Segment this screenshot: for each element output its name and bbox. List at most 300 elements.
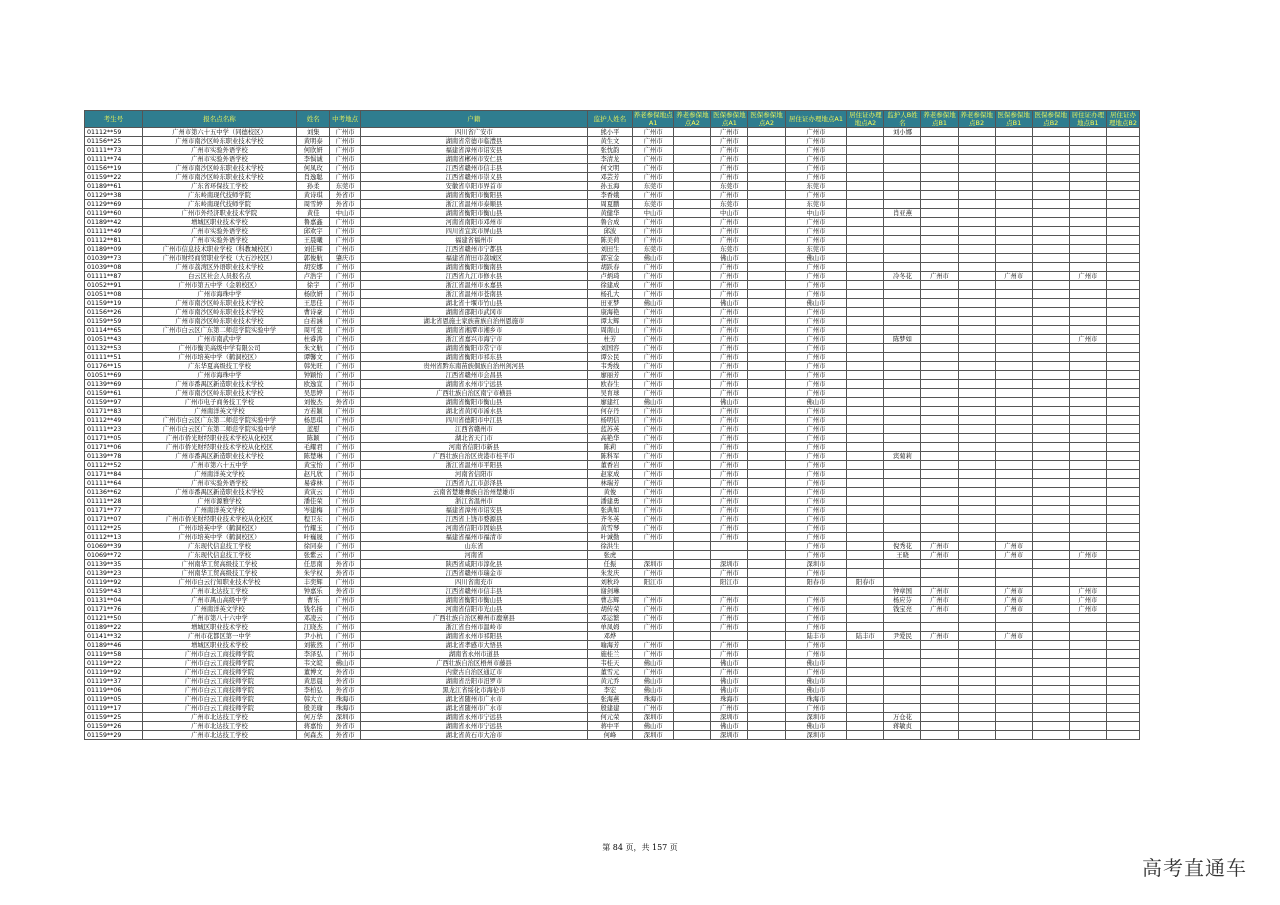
table-cell <box>921 173 958 182</box>
table-cell: 广州市 <box>330 578 361 587</box>
table-cell: 鲁合成 <box>587 218 632 227</box>
table-cell: 广州市 <box>785 236 847 245</box>
table-cell: 广州市 <box>711 614 748 623</box>
table-cell <box>884 155 921 164</box>
table-cell <box>995 686 1032 695</box>
table-cell <box>674 407 711 416</box>
table-cell: 广州市北达技工学校 <box>142 722 297 731</box>
table-cell <box>884 398 921 407</box>
table-cell: 广州市白云工商技师学院 <box>142 650 297 659</box>
table-cell <box>748 650 785 659</box>
table-cell: 广州市 <box>711 380 748 389</box>
table-cell: 广州市 <box>633 650 674 659</box>
table-cell: 广州市 <box>711 326 748 335</box>
table-cell: 浙江省温州市平阳县 <box>361 461 588 470</box>
table-cell: 广州市 <box>711 506 748 515</box>
table-cell: 01112**13 <box>85 533 143 542</box>
table-cell <box>1032 155 1069 164</box>
table-cell: 外省市 <box>330 731 361 740</box>
table-cell: 叶诚勤 <box>587 533 632 542</box>
table-cell: 广州市 <box>633 290 674 299</box>
table-row <box>85 434 1140 443</box>
table-cell: 张虎 <box>587 551 632 560</box>
table-cell: 湖南省衡阳市衡山县 <box>361 398 588 407</box>
table-cell <box>995 506 1032 515</box>
table-cell: 广州市 <box>711 704 748 713</box>
table-cell: 广州市 <box>633 191 674 200</box>
table-cell <box>1106 470 1139 479</box>
table-cell: 广州市 <box>330 236 361 245</box>
table-cell <box>995 452 1032 461</box>
table-cell: 蒋敏贞 <box>884 722 921 731</box>
table-row <box>85 398 1140 407</box>
table-cell <box>995 245 1032 254</box>
table-cell: 01129**69 <box>85 200 143 209</box>
table-cell: 广州市禺山高级中学 <box>142 596 297 605</box>
table-cell <box>958 254 995 263</box>
table-row <box>85 569 1140 578</box>
table-cell <box>847 290 884 299</box>
table-cell: 广州市 <box>711 443 748 452</box>
table-cell <box>847 488 884 497</box>
table-cell <box>958 713 995 722</box>
table-row <box>85 731 1140 740</box>
table-cell: 齐冬英 <box>587 515 632 524</box>
table-cell <box>1106 497 1139 506</box>
table-cell: 01139**23 <box>85 569 143 578</box>
column-header: 居住证办理地点B2 <box>1106 111 1139 128</box>
table-cell <box>1106 686 1139 695</box>
table-cell: 广东岭南现代技师学院 <box>142 191 297 200</box>
table-cell <box>748 182 785 191</box>
table-cell <box>995 317 1032 326</box>
table-cell <box>958 137 995 146</box>
table-cell: 湖北省随州市广水市 <box>361 704 588 713</box>
table-cell <box>674 632 711 641</box>
table-cell: 广州市 <box>633 164 674 173</box>
table-cell <box>674 326 711 335</box>
table-cell <box>1106 164 1139 173</box>
table-cell: 01112**49 <box>85 416 143 425</box>
table-cell <box>921 497 958 506</box>
table-cell: 孙柔 <box>297 182 330 191</box>
table-cell: 广州市 <box>711 434 748 443</box>
table-cell <box>1069 200 1106 209</box>
table-cell: 广州市 <box>1069 335 1106 344</box>
table-cell: 01171**77 <box>85 506 143 515</box>
table-cell <box>1106 596 1139 605</box>
table-cell: 外省市 <box>330 200 361 209</box>
table-cell <box>921 425 958 434</box>
table-cell <box>958 569 995 578</box>
table-cell <box>958 371 995 380</box>
table-cell <box>847 479 884 488</box>
table-cell <box>674 641 711 650</box>
table-cell: 广州市 <box>785 533 847 542</box>
table-cell: 佛山市 <box>785 722 847 731</box>
table-cell <box>921 326 958 335</box>
table-row <box>85 596 1140 605</box>
table-cell <box>1069 128 1106 137</box>
table-cell <box>1069 713 1106 722</box>
table-cell <box>884 137 921 146</box>
table-cell: 广州市 <box>633 614 674 623</box>
table-cell: 广州市 <box>785 704 847 713</box>
table-cell: 广州市 <box>633 344 674 353</box>
table-cell: 浙江省温州市苍南县 <box>361 290 588 299</box>
table-cell <box>921 533 958 542</box>
table-cell: 广州市 <box>785 614 847 623</box>
table-cell <box>1069 308 1106 317</box>
table-cell: 广州市南沙区岭东职业技术学校 <box>142 137 297 146</box>
table-cell <box>884 407 921 416</box>
table-cell <box>748 515 785 524</box>
table-cell: 周夏鹏 <box>587 200 632 209</box>
table-cell: 东莞市 <box>633 182 674 191</box>
table-cell <box>1032 668 1069 677</box>
table-cell <box>995 614 1032 623</box>
table-cell <box>748 677 785 686</box>
table-cell: 董博文 <box>297 668 330 677</box>
table-cell <box>674 200 711 209</box>
table-cell: 广州市白云工商技师学院 <box>142 668 297 677</box>
table-cell: 李柏弘 <box>297 686 330 695</box>
table-cell <box>633 632 674 641</box>
table-cell <box>847 281 884 290</box>
table-cell <box>847 227 884 236</box>
table-cell: 四川省广安市 <box>361 128 588 137</box>
table-cell: 广州市南沙区岭东职业技术学校 <box>142 173 297 182</box>
table-cell: 广西壮族自治区贵港市桂平市 <box>361 452 588 461</box>
table-cell: 广州市 <box>785 515 847 524</box>
table-cell: 广州市 <box>330 335 361 344</box>
table-cell: 广州市 <box>995 596 1032 605</box>
table-cell: 广州市 <box>633 425 674 434</box>
watermark-text: 高考直通车 <box>1142 856 1247 880</box>
table-cell: 佛山市 <box>785 659 847 668</box>
table-cell <box>1106 551 1139 560</box>
table-cell <box>674 479 711 488</box>
table-cell: 广州市实验外语学校 <box>142 236 297 245</box>
table-cell: 毛耀君 <box>297 443 330 452</box>
table-cell: 广州市白云区广东第二师范学院实验中学 <box>142 326 297 335</box>
table-cell <box>748 389 785 398</box>
table-cell: 珠海市 <box>711 695 748 704</box>
table-cell: 01111**49 <box>85 227 143 236</box>
table-cell <box>884 479 921 488</box>
table-cell: 广州市 <box>330 497 361 506</box>
table-cell <box>884 569 921 578</box>
table-cell <box>1106 281 1139 290</box>
table-cell: 四川省南充市 <box>361 578 588 587</box>
table-cell <box>995 281 1032 290</box>
table-cell: 尹爱民 <box>884 632 921 641</box>
table-cell <box>1069 497 1106 506</box>
table-cell: 广西壮族自治区柳州市鹿寨县 <box>361 614 588 623</box>
table-cell: 广州市 <box>711 281 748 290</box>
table-cell <box>847 515 884 524</box>
table-cell <box>995 578 1032 587</box>
table-cell: 广州市 <box>330 281 361 290</box>
table-cell <box>958 659 995 668</box>
table-cell: 01131**04 <box>85 596 143 605</box>
table-cell <box>958 542 995 551</box>
table-cell: 01129**38 <box>85 191 143 200</box>
table-cell: 广州市源雅学校 <box>142 497 297 506</box>
table-cell: 广州市海珠中学 <box>142 290 297 299</box>
table-cell: 广州市 <box>633 236 674 245</box>
table-cell <box>1069 569 1106 578</box>
table-cell <box>1069 137 1106 146</box>
table-cell <box>1106 416 1139 425</box>
table-row <box>85 722 1140 731</box>
table-cell: 董雪元 <box>587 668 632 677</box>
table-cell: 广西壮族自治区梧州市藤县 <box>361 659 588 668</box>
table-cell: 广州市 <box>711 308 748 317</box>
table-cell <box>921 704 958 713</box>
table-cell <box>748 344 785 353</box>
table-cell <box>1106 299 1139 308</box>
table-cell <box>1106 452 1139 461</box>
table-cell <box>884 389 921 398</box>
table-cell: 深圳市 <box>785 713 847 722</box>
table-cell: 河南省信阳市 <box>361 470 588 479</box>
table-cell: 李泽弘 <box>297 650 330 659</box>
table-cell <box>958 560 995 569</box>
table-cell <box>921 281 958 290</box>
table-cell: 广州市侨光财经职业技术学校从化校区 <box>142 515 297 524</box>
table-cell: 广州市北达技工学校 <box>142 587 297 596</box>
table-cell: 广州市 <box>785 146 847 155</box>
table-cell: 01159**25 <box>85 713 143 722</box>
table-cell <box>958 362 995 371</box>
table-cell <box>921 191 958 200</box>
table-cell: 湖南省邵阳市武冈市 <box>361 308 588 317</box>
table-cell: 外省市 <box>330 587 361 596</box>
table-cell: 孙玉海 <box>587 182 632 191</box>
table-cell <box>748 263 785 272</box>
table-cell <box>884 677 921 686</box>
table-row <box>85 470 1140 479</box>
table-cell: 珠海市 <box>330 704 361 713</box>
table-cell <box>748 551 785 560</box>
table-row <box>85 281 1140 290</box>
table-cell: 湖南省衡阳市祁东县 <box>361 353 588 362</box>
table-cell: 东莞市 <box>785 245 847 254</box>
table-cell: 01156**26 <box>85 308 143 317</box>
table-cell: 广州市 <box>330 506 361 515</box>
table-cell <box>748 632 785 641</box>
table-cell <box>1032 128 1069 137</box>
table-cell: 肇庆市 <box>330 254 361 263</box>
table-cell <box>958 578 995 587</box>
table-cell <box>921 524 958 533</box>
table-row <box>85 425 1140 434</box>
table-cell <box>748 542 785 551</box>
table-cell: 江西省赣州市崇义县 <box>361 173 588 182</box>
table-cell: 郭俊航 <box>297 254 330 263</box>
table-cell <box>995 515 1032 524</box>
table-cell: 01156**25 <box>85 137 143 146</box>
table-cell <box>674 695 711 704</box>
table-cell: 刘小娜 <box>884 128 921 137</box>
table-cell <box>921 200 958 209</box>
table-cell: 01039**08 <box>85 263 143 272</box>
table-cell <box>748 227 785 236</box>
table-cell: 广州市 <box>633 443 674 452</box>
table-cell: 珠海市 <box>785 695 847 704</box>
table-cell <box>748 641 785 650</box>
table-cell <box>884 371 921 380</box>
table-cell <box>1069 245 1106 254</box>
column-header: 监护人姓名 <box>587 111 632 128</box>
table-cell: 广州市 <box>785 362 847 371</box>
table-cell <box>995 470 1032 479</box>
table-cell <box>1032 353 1069 362</box>
table-cell <box>1032 515 1069 524</box>
table-cell <box>995 704 1032 713</box>
table-cell: 01121**50 <box>85 614 143 623</box>
table-cell <box>1106 254 1139 263</box>
table-cell <box>1106 659 1139 668</box>
table-cell: 佛山市 <box>633 299 674 308</box>
table-cell: 外省市 <box>330 569 361 578</box>
table-cell <box>748 452 785 461</box>
table-cell <box>884 533 921 542</box>
table-cell <box>958 668 995 677</box>
table-cell: 广州市 <box>785 191 847 200</box>
table-cell <box>921 722 958 731</box>
table-cell <box>847 452 884 461</box>
table-cell: 黄寅云 <box>297 488 330 497</box>
table-cell <box>921 506 958 515</box>
table-cell <box>1032 263 1069 272</box>
table-cell <box>847 686 884 695</box>
table-cell <box>995 191 1032 200</box>
table-cell <box>674 164 711 173</box>
table-cell: 广州市 <box>785 461 847 470</box>
table-cell <box>1106 308 1139 317</box>
table-cell: 丰奕辉 <box>297 578 330 587</box>
table-row <box>85 227 1140 236</box>
table-cell: 广州市番禺区新造职业技术学校 <box>142 452 297 461</box>
table-cell: 谢剑琳 <box>587 587 632 596</box>
table-cell <box>748 506 785 515</box>
table-cell: 广州市南武中学 <box>142 335 297 344</box>
table-cell <box>884 524 921 533</box>
table-row <box>85 155 1140 164</box>
table-cell: 广州市 <box>633 497 674 506</box>
table-cell: 佛山市 <box>711 677 748 686</box>
table-cell <box>1069 164 1106 173</box>
table-cell <box>958 524 995 533</box>
table-cell <box>674 137 711 146</box>
table-cell <box>884 650 921 659</box>
table-cell <box>1069 533 1106 542</box>
table-cell <box>847 254 884 263</box>
table-cell <box>847 425 884 434</box>
table-cell <box>674 209 711 218</box>
table-cell: 钟嘉乐 <box>297 587 330 596</box>
table-cell <box>995 533 1032 542</box>
table-cell: 广州市 <box>785 488 847 497</box>
table-cell <box>1106 263 1139 272</box>
table-cell <box>847 128 884 137</box>
table-cell <box>1032 497 1069 506</box>
table-cell <box>958 191 995 200</box>
table-cell: 广州市 <box>330 641 361 650</box>
table-cell <box>1032 236 1069 245</box>
table-cell: 01189**42 <box>85 218 143 227</box>
table-cell <box>1032 650 1069 659</box>
table-cell <box>921 137 958 146</box>
table-cell: 增城区职业技术学校 <box>142 641 297 650</box>
table-cell <box>1106 227 1139 236</box>
table-cell <box>674 488 711 497</box>
table-cell: 陈科军 <box>587 452 632 461</box>
table-cell: 广州市 <box>711 389 748 398</box>
table-cell: 广州市白云区广东第二师范学院实验中学 <box>142 425 297 434</box>
table-cell <box>1069 317 1106 326</box>
table-cell: 杜芳 <box>587 335 632 344</box>
table-cell <box>958 533 995 542</box>
table-cell: 广西壮族自治区南宁市横县 <box>361 389 588 398</box>
table-cell: 01039**73 <box>85 254 143 263</box>
table-cell: 01136**62 <box>85 488 143 497</box>
table-cell <box>1032 686 1069 695</box>
table-row <box>85 659 1140 668</box>
table-cell <box>958 425 995 434</box>
table-row <box>85 218 1140 227</box>
table-cell: 广州市 <box>785 272 847 281</box>
table-cell <box>958 227 995 236</box>
table-cell <box>1032 659 1069 668</box>
table-cell: 徐同泰 <box>297 542 330 551</box>
table-cell <box>674 560 711 569</box>
table-cell <box>1069 263 1106 272</box>
column-header: 考生号 <box>85 111 143 128</box>
table-cell: 广东现代信息技工学校 <box>142 542 297 551</box>
table-cell <box>1106 443 1139 452</box>
table-cell <box>1069 731 1106 740</box>
table-cell: 湖北省天门市 <box>361 434 588 443</box>
table-cell: 广州市 <box>995 632 1032 641</box>
table-row <box>85 128 1140 137</box>
table-cell: 广州市 <box>633 668 674 677</box>
table-cell <box>958 389 995 398</box>
table-cell: 李惧诚 <box>297 155 330 164</box>
table-cell: 何元荣 <box>587 713 632 722</box>
table-row <box>85 191 1140 200</box>
table-cell: 01139**69 <box>85 380 143 389</box>
table-cell: 廖丽芳 <box>587 371 632 380</box>
table-cell <box>748 290 785 299</box>
table-cell: 01051**43 <box>85 335 143 344</box>
table-cell <box>958 155 995 164</box>
table-cell: 佛山市 <box>633 722 674 731</box>
table-cell <box>921 209 958 218</box>
table-cell: 施桂兰 <box>587 650 632 659</box>
table-cell <box>995 371 1032 380</box>
table-cell: 黄雪琴 <box>587 524 632 533</box>
table-cell: 湖南省永州市宁远县 <box>361 380 588 389</box>
page-number: 第 84 页，共 157 页 <box>602 843 678 852</box>
table-cell <box>958 443 995 452</box>
table-cell <box>921 443 958 452</box>
table-cell: 钱名扬 <box>297 605 330 614</box>
table-cell <box>847 542 884 551</box>
table-cell <box>748 416 785 425</box>
